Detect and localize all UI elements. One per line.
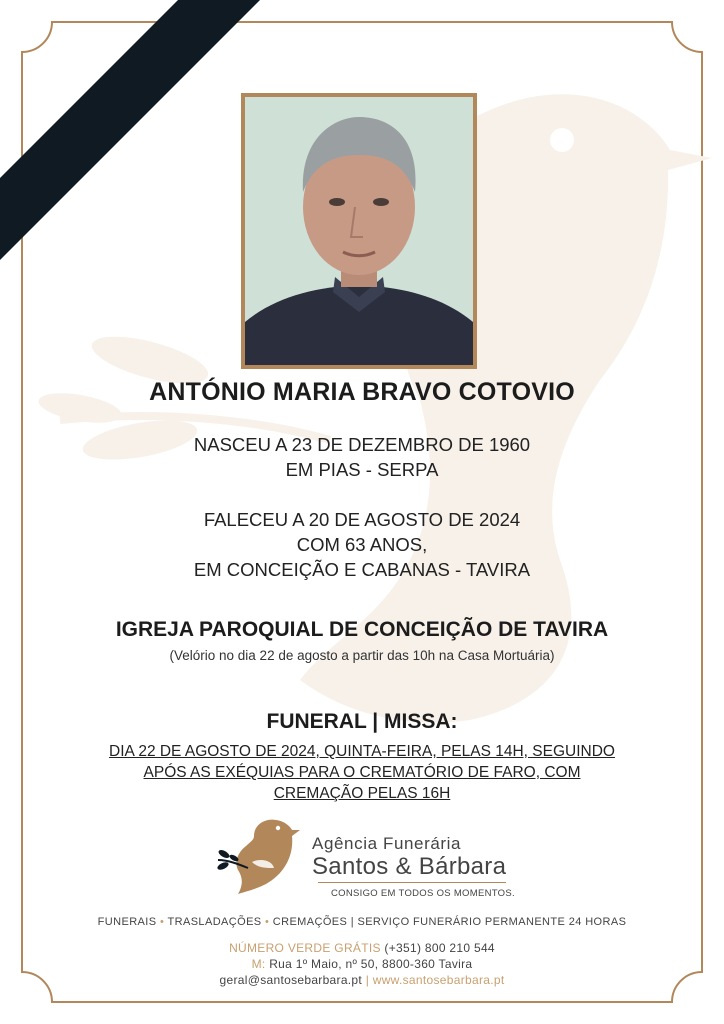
death-info (0, 507, 724, 582)
address-text: Rua 1º Maio, nº 50, 8800-360 Tavira (269, 957, 473, 971)
birth-date: NASCEU A 23 DE DEZEMBRO DE 1960 (193, 434, 531, 455)
address-label: M: (251, 957, 266, 971)
service-transfers: TRASLADAÇÕES (167, 916, 262, 928)
funeral-line-1: DIA 22 DE AGOSTO DE 2024, QUINTA-FEIRA, PELAS 14H, SEGUINDO (109, 743, 615, 760)
funeral-line-3: CREMAÇÃO PELAS 16H (273, 785, 451, 802)
website-link[interactable]: www.santosebarbara.pt (372, 973, 505, 987)
service-cremations: CREMAÇÕES (272, 916, 348, 928)
agency-label: Agência Funerária (312, 834, 462, 853)
bird-logo-icon (214, 816, 306, 900)
bullet-separator: • (159, 916, 165, 928)
funeral-title: FUNERAL | MISSA: (266, 710, 458, 733)
agency-divider (318, 882, 506, 883)
funeral-details (0, 741, 724, 804)
birth-info (0, 432, 724, 482)
phone-number[interactable]: (+351) 800 210 544 (384, 941, 495, 955)
phone-line (0, 941, 724, 955)
web-divider: | (365, 973, 370, 987)
birth-place: EM PIAS - SERPA (285, 459, 439, 480)
church-name: IGREJA PAROQUIAL DE CONCEIÇÃO DE TAVIRA (115, 618, 609, 641)
phone-label: NÚMERO VERDE GRÁTIS (229, 941, 381, 955)
service-funerals: FUNERAIS (97, 916, 157, 928)
death-place: EM CONCEIÇÃO E CABANAS - TAVIRA (193, 559, 531, 580)
portrait-photo (241, 93, 477, 369)
email-link[interactable]: geral@santosebarbara.pt (219, 973, 363, 987)
wake-info: (Velório no dia 22 de agosto a partir das 10h na Casa Mortuária) (169, 648, 555, 663)
agency-name: Santos & Bárbara (312, 853, 507, 880)
services-list (0, 916, 724, 928)
address-line (0, 957, 724, 971)
death-age: COM 63 ANOS, (296, 534, 428, 555)
pipe-separator: | (350, 916, 354, 928)
agency-slogan: CONSIGO EM TODOS OS MOMENTOS. (331, 888, 515, 899)
deceased-name: ANTÓNIO MARIA BRAVO COTOVIO (149, 378, 575, 406)
web-line (0, 973, 724, 987)
bullet-separator: • (265, 916, 270, 928)
death-date: FALECEU A 20 DE AGOSTO DE 2024 (203, 509, 521, 530)
funeral-line-2: APÓS AS EXÉQUIAS PARA O CREMATÓRIO DE FARO, COM (143, 764, 581, 781)
service-permanent: SERVIÇO FUNERÁRIO PERMANENTE 24 HORAS (357, 916, 627, 928)
